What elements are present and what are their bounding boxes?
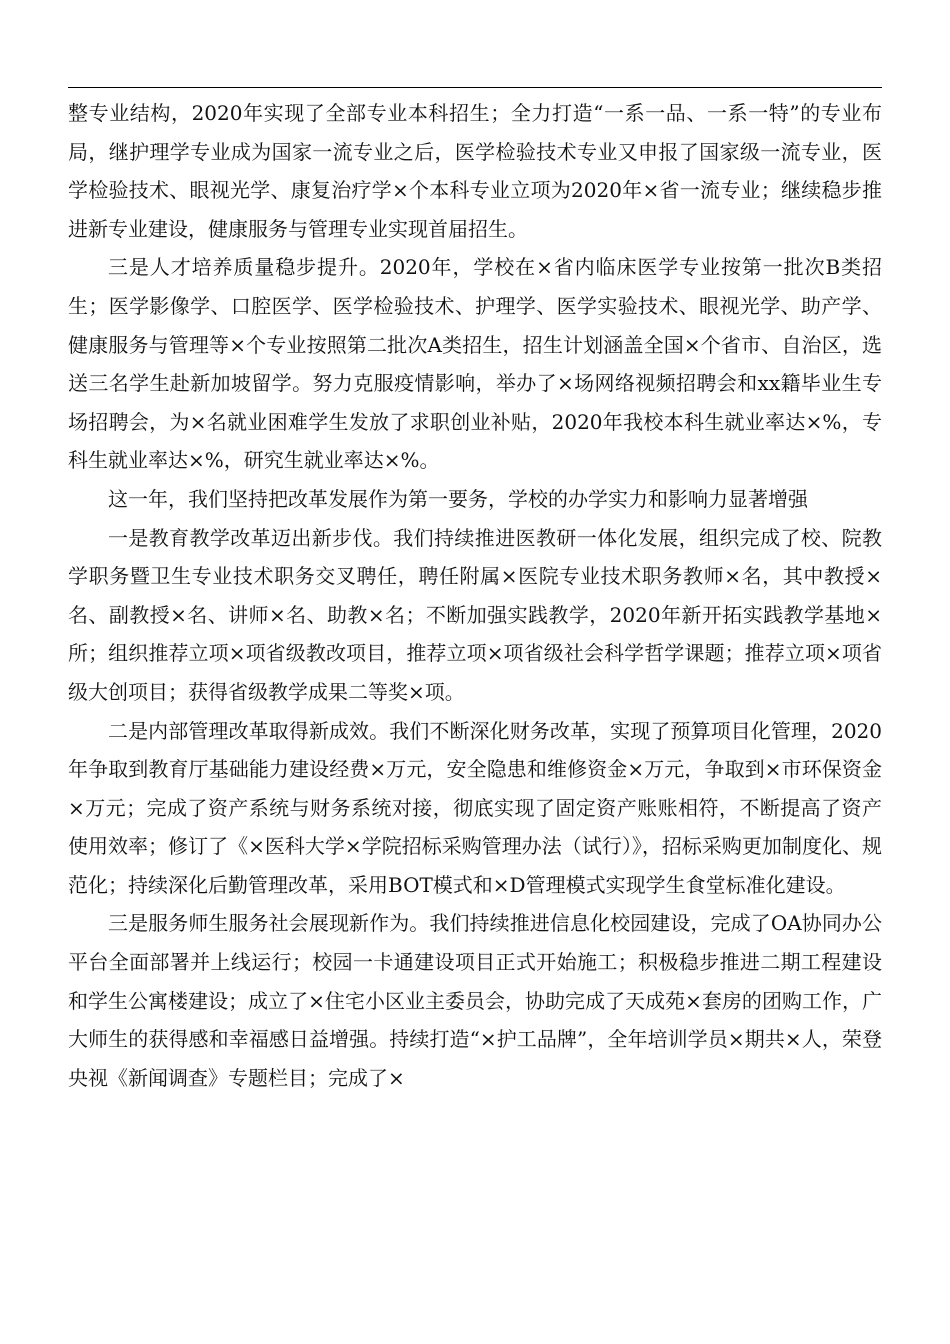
paragraph: 整专业结构，2020年实现了全部专业本科招生；全力打造“一系一品、一系一特”的专业布局，继护理学专业成为国家一流专业之后，医学检验技术专业又申报了国家级一流专业，医学检验技术、眼视光学、康复治疗学×个本科专业立项为2020年×省一流专业；继续稳步推进新专业建设，健康服务与管理专业实现首届招生。 bbox=[68, 101, 882, 241]
paragraph: 三是人才培养质量稳步提升。2020年，学校在×省内临床医学专业按第一批次B类招生；医学影像学、口腔医学、医学检验技术、护理学、医学实验技术、眼视光学、助产学、健康服务与管理等×个专业按照第二批次A类招生，招生计划涵盖全国×个省市、自治区，选送三名学生赴新加坡留学。努力克服疫情影响，举办了×场网络视频招聘会和xx籍毕业生专场招聘会，为×名就业困难学生发放了求职创业补贴，2020年我校本科生就业率达×%，专科生就业率达×%，研究生就业率达×%。 bbox=[68, 255, 882, 473]
header-rule bbox=[68, 87, 882, 88]
paragraph: 三是服务师生服务社会展现新作为。我们持续推进信息化校园建设，完成了OA协同办公平台全面部署并上线运行；校园一卡通建设项目正式开始施工；积极稳步推进二期工程建设和学生公寓楼建设；成立了×住宅小区业主委员会，协助完成了天成苑×套房的团购工作，广大师生的获得感和幸福感日益增强。持续打造“×护工品牌”，全年培训学员×期共×人，荣登央视《新闻调查》专题栏目；完成了× bbox=[68, 911, 882, 1090]
paragraph: 二是内部管理改革取得新成效。我们不断深化财务改革，实现了预算项目化管理，2020年争取到教育厅基础能力建设经费×万元，安全隐患和维修资金×万元，争取到×市环保资金×万元；完成了资产系统与财务系统对接，彻底实现了固定资产账账相符，不断提高了资产使用效率；修订了《×医科大学×学院招标采购管理办法（试行）》，招标采购更加制度化、规范化；持续深化后勤管理改革，采用BOT模式和×D管理模式实现学生食堂标准化建设。 bbox=[68, 718, 882, 897]
paragraph: 一是教育教学改革迈出新步伐。我们持续推进医教研一体化发展，组织完成了校、院教学职务暨卫生专业技术职务交叉聘任，聘任附属×医院专业技术职务教师×名，其中教授×名、副教授×名、讲师×名、助教×名；不断加强实践教学，2020年新开拓实践教学基地×所；组织推荐立项×项省级教改项目，推荐立项×项省级社会科学哲学课题；推荐立项×项省级大创项目；获得省级教学成果二等奖×项。 bbox=[68, 525, 882, 704]
paragraph: 这一年，我们坚持把改革发展作为第一要务，学校的办学实力和影响力显著增强 bbox=[108, 486, 808, 511]
document-body bbox=[68, 94, 882, 1097]
